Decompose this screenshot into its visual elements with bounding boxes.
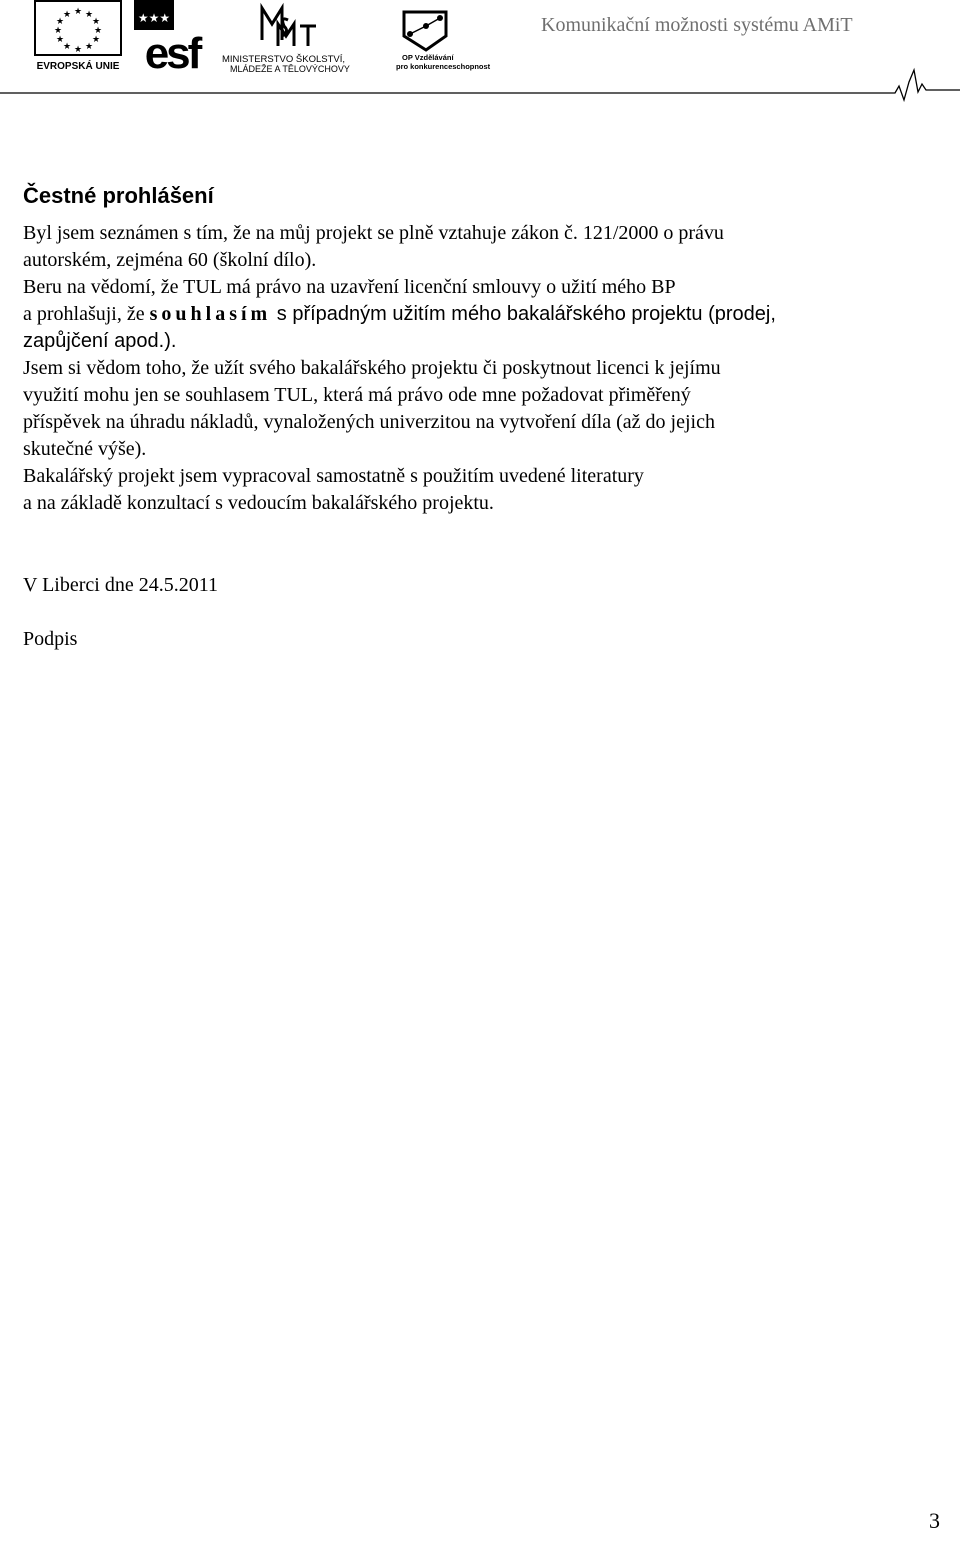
emphasized-agreement: souhlasím (149, 303, 272, 325)
svg-text:★: ★ (53, 25, 63, 35)
esf-logo-text: esf (144, 29, 200, 78)
paragraph-line: a na základě konzultací s vedoucím bakalářského projektu. (23, 492, 494, 514)
svg-text:★: ★ (84, 9, 94, 19)
declaration-heading: Čestné prohlášení (23, 183, 214, 208)
paragraph-copyright (23, 220, 724, 274)
paragraph-line: Beru na vědomí, že TUL má právo na uzavření licenční smlouvy o užití mého BP (23, 276, 676, 298)
paragraph-line-prefix: a prohlašuji, že (23, 303, 150, 325)
paragraph-line: Jsem si vědom toho, že užít svého bakalářského projektu či poskytnout licenci k jejímu (23, 357, 721, 379)
msmt-logo-line2: MLÁDEŽE A TĚLOVÝCHOVY (230, 64, 350, 74)
op-logo-line2: pro konkurenceschopnost (396, 62, 491, 71)
paragraph-line: využití mohu jen se souhlasem TUL, která má právo ode mne požadovat přiměřený (23, 384, 691, 406)
paragraph-line: Bakalářský projekt jsem vypracoval samostatně s použitím uvedené literatury (23, 465, 644, 487)
signature-label: Podpis (23, 628, 78, 650)
svg-text:★: ★ (55, 34, 65, 44)
paragraph-line-suffix: s případným užitím mého bakalářského projektu (prodej, (271, 303, 776, 325)
msmt-logo-line1: MINISTERSTVO ŠKOLSTVÍ, (222, 54, 345, 65)
paragraph-line: Byl jsem seznámen s tím, že na můj projekt se plně vztahuje zákon č. 121/2000 o právu (23, 222, 724, 244)
paragraph-awareness (23, 355, 721, 463)
page-header (0, 0, 960, 105)
paragraph-line: skutečné výše). (23, 438, 147, 460)
svg-text:★: ★ (91, 34, 101, 44)
svg-text:★: ★ (55, 16, 65, 26)
document-header-title: Komunikační možnosti systému AMiT (541, 14, 853, 36)
svg-text:★: ★ (73, 44, 83, 54)
paragraph-license (23, 274, 776, 355)
svg-text:★: ★ (84, 41, 94, 51)
paragraph-line: zapůjčení apod.). (23, 330, 177, 352)
paragraph-line: příspěvek na úhradu nákladů, vynaložených univerzitou na vytvoření díla (až do jejich (23, 411, 715, 433)
header-rule-with-pulse (0, 62, 960, 102)
op-logo-line1: OP Vzdělávání (402, 53, 454, 62)
svg-text:★: ★ (93, 25, 103, 35)
paragraph-authorship (23, 463, 644, 517)
page-number: 3 (929, 1508, 940, 1533)
svg-text:★: ★ (91, 16, 101, 26)
svg-text:★: ★ (73, 6, 83, 16)
eu-logo-caption: EVROPSKÁ UNIE (36, 61, 120, 72)
svg-text:★★★: ★★★ (137, 11, 171, 25)
place-and-date: V Liberci dne 24.5.2011 (23, 574, 218, 596)
paragraph-line: autorském, zejména 60 (školní dílo). (23, 249, 317, 271)
svg-text:★: ★ (62, 41, 72, 51)
svg-text:★: ★ (62, 9, 72, 19)
